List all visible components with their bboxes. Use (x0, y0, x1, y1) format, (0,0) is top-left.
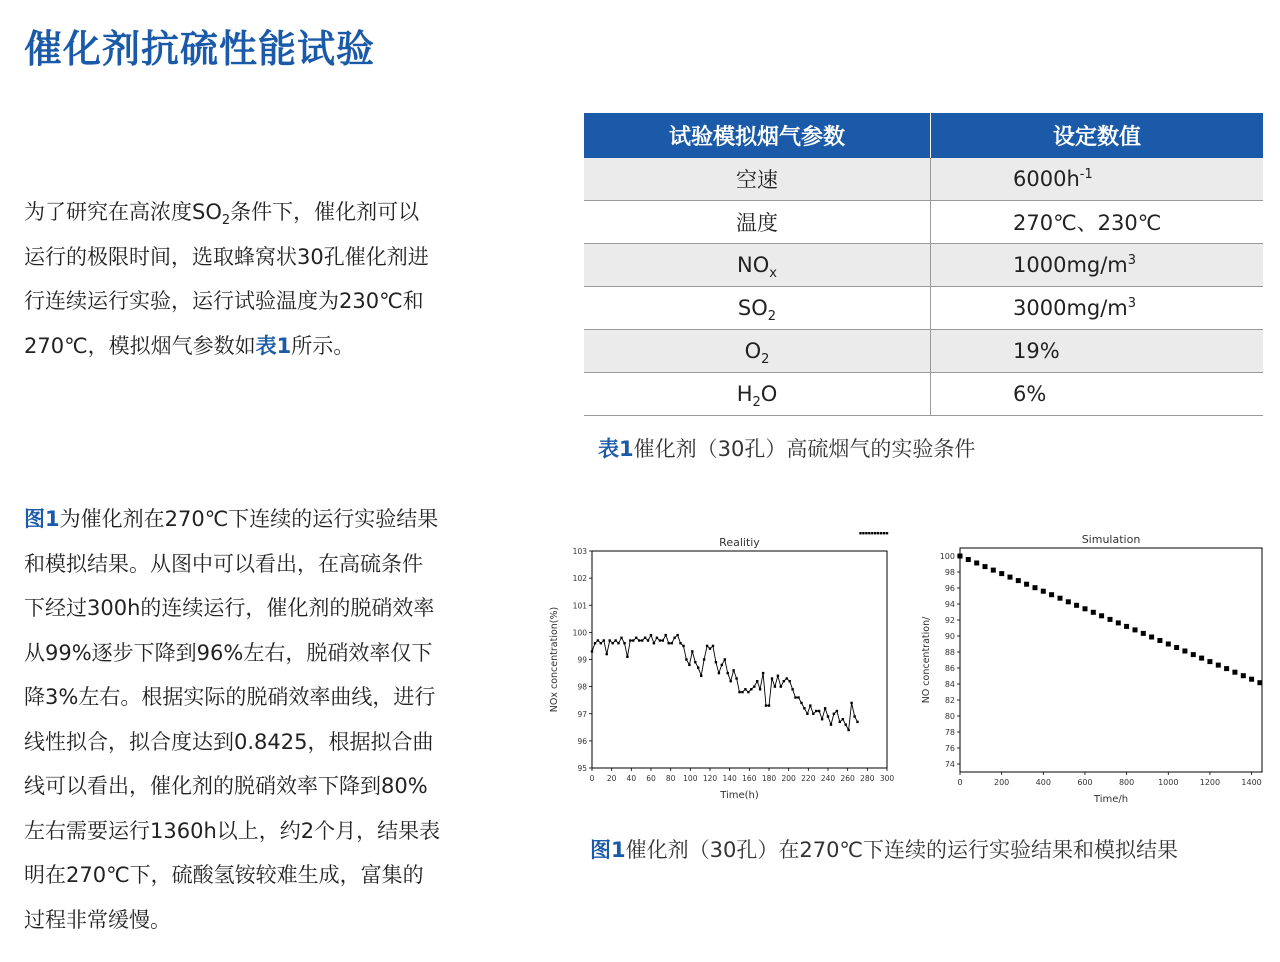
data-point (762, 672, 764, 674)
data-point (688, 664, 690, 666)
data-point (783, 680, 785, 682)
data-point (724, 658, 726, 660)
y-tick-label: 102 (572, 574, 587, 584)
param-value: $3000mg/m^3$ (931, 287, 1264, 330)
data-point (1224, 666, 1229, 671)
data-point (1166, 642, 1171, 647)
intro-line: 270℃，模拟烟气参数如表1所示。 (24, 333, 355, 358)
data-point (617, 642, 619, 644)
data-point (600, 642, 602, 644)
data-point (629, 639, 631, 641)
data-point (697, 666, 699, 668)
data-point (597, 639, 599, 641)
param-name: $H_2O$ (584, 373, 931, 416)
y-tick-label: 101 (572, 601, 587, 611)
data-point (759, 688, 761, 690)
table-header-value: 设定数值 (931, 113, 1264, 158)
data-point (1191, 652, 1196, 657)
data-point (1232, 670, 1237, 675)
result-line: 左右需要运行1360h以上，约2个月，结果表 (24, 818, 441, 843)
y-axis-label: NO concentration/ (921, 616, 932, 704)
data-point (886, 532, 888, 534)
data-point (606, 653, 608, 655)
data-point (706, 645, 708, 647)
data-point (614, 639, 616, 641)
data-point (797, 696, 799, 698)
data-point (862, 532, 864, 534)
x-tick-label: 20 (606, 774, 617, 783)
result-line: 降3%左右。根据实际的脱硝效率曲线，进行 (24, 685, 436, 709)
x-tick-label: 40 (626, 774, 637, 783)
data-point (1216, 663, 1221, 668)
data-point (676, 634, 678, 636)
y-tick-label: 100 (939, 552, 955, 561)
y-tick-label: 88 (944, 648, 955, 657)
chart-title: Simulation (1081, 533, 1141, 546)
data-point (865, 532, 867, 534)
data-point (1083, 606, 1088, 611)
data-point (1058, 596, 1063, 601)
data-point (824, 707, 826, 709)
intro-line: 为了研究在高浓度$SO_2$条件下，催化剂可以 (24, 200, 420, 229)
x-axis-label: Time(h) (720, 790, 759, 801)
data-point (856, 721, 858, 723)
data-point (623, 642, 625, 644)
data-point (709, 647, 711, 649)
data-point (738, 691, 740, 693)
data-point (626, 656, 628, 658)
y-tick-label: 97 (577, 709, 587, 719)
table-row (584, 244, 1263, 287)
data-point (806, 713, 808, 715)
data-point (794, 696, 796, 698)
data-point (836, 710, 838, 712)
y-tick-label: 98 (577, 682, 587, 692)
simulation-chart (915, 528, 1270, 810)
x-tick-label: 300 (879, 774, 895, 783)
data-point (644, 637, 646, 639)
data-point (718, 672, 720, 674)
y-tick-label: 99 (577, 655, 587, 665)
data-point (1033, 585, 1038, 590)
data-point (833, 713, 835, 715)
data-point (641, 639, 643, 641)
y-tick-label: 100 (572, 628, 587, 638)
data-point (741, 691, 743, 693)
data-point (1124, 624, 1129, 629)
x-tick-label: 200 (994, 778, 1010, 787)
data-point (1133, 627, 1138, 632)
data-point (703, 658, 705, 660)
y-tick-label: 86 (944, 664, 955, 673)
y-tick-label: 80 (944, 712, 955, 721)
y-tick-label: 96 (577, 736, 587, 746)
param-value: 6% (931, 373, 1264, 416)
data-point (845, 723, 847, 725)
data-point (1049, 592, 1054, 597)
data-point (727, 672, 729, 674)
result-line: 图1为催化剂在270℃下连续的运行实验结果 (24, 507, 439, 531)
data-point (694, 661, 696, 663)
data-point (685, 658, 687, 660)
data-point (682, 645, 684, 647)
data-point (721, 664, 723, 666)
table-row (584, 373, 1263, 416)
param-name: $NO_x$ (584, 244, 931, 287)
data-point (974, 561, 979, 566)
intro-paragraph (24, 190, 484, 368)
data-point (612, 642, 614, 644)
result-paragraph (24, 497, 484, 942)
param-value: $1000mg/m^3$ (931, 244, 1264, 287)
data-point (991, 568, 996, 573)
y-tick-label: 98 (944, 568, 955, 577)
data-point (765, 704, 767, 706)
data-point (1199, 656, 1204, 661)
data-point (791, 688, 793, 690)
chart-title: Realitiy (719, 536, 760, 549)
data-point (750, 688, 752, 690)
y-tick-label: 90 (944, 632, 955, 641)
x-tick-label: 0 (957, 778, 963, 787)
table-caption: 表1催化剂（30孔）高硫烟气的实验条件 (598, 437, 976, 461)
data-point (842, 718, 844, 720)
data-point (691, 650, 693, 652)
x-tick-label: 60 (646, 774, 656, 783)
param-value: $6000h^{-1}$ (931, 158, 1264, 201)
param-value: 19% (931, 330, 1264, 373)
x-tick-label: 400 (1035, 778, 1051, 787)
y-tick-label: 82 (944, 696, 955, 705)
data-point (747, 691, 749, 693)
y-tick-label: 74 (944, 760, 955, 769)
result-line: 线可以看出，催化剂的脱硝效率下降到80% (24, 774, 428, 798)
result-line: 和模拟结果。从图中可以看出，在高硫条件 (24, 551, 423, 576)
x-tick-label: 240 (820, 774, 836, 783)
data-point (1141, 631, 1146, 636)
data-point (668, 642, 670, 644)
x-tick-label: 260 (840, 774, 855, 783)
data-point (591, 650, 593, 652)
data-point (850, 702, 852, 704)
data-point (1008, 575, 1013, 580)
intro-line: 行连续运行实验，运行试验温度为230℃和 (24, 289, 424, 313)
data-point (730, 680, 732, 682)
param-name: $SO_2$ (584, 287, 931, 330)
x-tick-label: 120 (702, 774, 718, 783)
data-point (812, 713, 814, 715)
data-point (1257, 680, 1262, 685)
data-point (712, 645, 714, 647)
data-point (594, 642, 596, 644)
data-point (958, 554, 963, 559)
y-axis-label: NOx concentration(%) (549, 606, 560, 713)
x-tick-label: 280 (860, 774, 875, 783)
data-series-line (592, 635, 858, 730)
data-point (827, 715, 829, 717)
data-point (653, 642, 655, 644)
data-point (1099, 613, 1104, 618)
param-name: 温度 (584, 201, 931, 244)
data-point (1108, 617, 1113, 622)
data-point (883, 532, 885, 534)
plot-frame (592, 551, 887, 768)
data-point (821, 718, 823, 720)
data-point (853, 715, 855, 717)
data-point (635, 637, 637, 639)
y-tick-label: 76 (944, 744, 955, 753)
data-point (868, 532, 870, 534)
result-line: 下经过300h的连续运行，催化剂的脱硝效率 (24, 596, 435, 620)
table-row (584, 201, 1263, 244)
x-tick-label: 220 (801, 774, 816, 783)
data-point (983, 564, 988, 569)
x-axis-label: Time/h (1093, 794, 1129, 805)
data-point (1249, 677, 1254, 682)
data-point (659, 639, 661, 641)
y-tick-label: 84 (944, 680, 955, 689)
data-point (1041, 589, 1046, 594)
data-point (877, 532, 879, 534)
table-row (584, 287, 1263, 330)
data-point (715, 661, 717, 663)
data-point (756, 680, 758, 682)
intro-line: 运行的极限时间，选取蜂窝状30孔催化剂进 (24, 244, 429, 269)
data-point (665, 634, 667, 636)
reality-chart (545, 532, 895, 810)
data-point (789, 680, 791, 682)
data-point (1174, 645, 1179, 650)
param-value: 270℃、230℃ (931, 201, 1264, 244)
data-point (656, 637, 658, 639)
x-tick-label: 80 (665, 774, 676, 783)
data-point (1116, 620, 1121, 625)
y-tick-label: 95 (577, 764, 587, 773)
data-point (999, 571, 1004, 576)
data-point (671, 642, 673, 644)
data-point (1157, 638, 1162, 643)
x-tick-label: 160 (742, 774, 757, 783)
data-point (632, 639, 634, 641)
data-point (1241, 673, 1246, 678)
table-row (584, 158, 1263, 201)
data-point (839, 721, 841, 723)
data-point (679, 642, 681, 644)
y-tick-label: 78 (944, 728, 955, 737)
data-point (847, 729, 849, 731)
data-point (815, 710, 817, 712)
data-point (800, 702, 802, 704)
y-tick-label: 96 (944, 584, 955, 593)
data-point (744, 688, 746, 690)
data-point (650, 634, 652, 636)
data-point (768, 704, 770, 706)
figure-caption: 图1催化剂（30孔）在270℃下连续的运行实验结果和模拟结果 (590, 838, 1179, 862)
data-point (774, 685, 776, 687)
x-tick-label: 180 (761, 774, 777, 783)
x-tick-label: 1400 (1241, 778, 1262, 787)
x-tick-label: 140 (722, 774, 737, 783)
data-point (732, 669, 734, 671)
data-point (1024, 582, 1029, 587)
caption-figure-ref: 图1 (590, 838, 626, 862)
data-point (620, 637, 622, 639)
plot-frame (960, 548, 1262, 772)
y-tick-label: 103 (572, 547, 587, 556)
data-point (966, 557, 971, 562)
figure-ref-link[interactable]: 图1 (24, 507, 60, 531)
param-name: $O_2$ (584, 330, 931, 373)
data-point (809, 704, 811, 706)
data-point (780, 685, 782, 687)
x-tick-label: 800 (1118, 778, 1135, 787)
data-point (874, 532, 876, 534)
data-point (859, 532, 861, 534)
data-point (771, 677, 773, 679)
data-point (880, 532, 882, 534)
data-point (871, 532, 873, 534)
data-point (1149, 635, 1154, 640)
data-point (1091, 610, 1096, 615)
data-point (830, 723, 832, 725)
data-point (603, 639, 605, 641)
x-tick-label: 200 (781, 774, 796, 783)
x-tick-label: 100 (683, 774, 698, 783)
result-line: 线性拟合，拟合度达到0.8425，根据拟合曲 (24, 729, 434, 754)
data-point (1074, 603, 1079, 608)
data-point (1016, 578, 1021, 583)
data-point (700, 675, 702, 677)
table-header-parameter: 试验模拟烟气参数 (584, 113, 931, 158)
data-point (1066, 599, 1071, 604)
y-tick-label: 94 (944, 600, 955, 609)
data-point (673, 637, 675, 639)
data-point (786, 677, 788, 679)
table-row (584, 330, 1263, 373)
data-point (777, 675, 779, 677)
x-tick-label: 600 (1077, 778, 1093, 787)
data-point (753, 685, 755, 687)
x-tick-label: 1200 (1199, 778, 1221, 787)
x-tick-label: 0 (589, 774, 595, 783)
y-tick-label: 92 (944, 616, 955, 625)
x-tick-label: 1000 (1158, 778, 1179, 787)
data-point (638, 639, 640, 641)
data-point (609, 639, 611, 641)
result-line: 过程非常缓慢。 (24, 907, 171, 932)
table-ref-link[interactable]: 表1 (255, 333, 292, 358)
param-name: 空速 (584, 158, 931, 201)
flue-gas-parameter-table (584, 113, 1263, 416)
data-point (818, 710, 820, 712)
data-point (803, 707, 805, 709)
caption-table-ref: 表1 (598, 437, 634, 461)
data-point (735, 677, 737, 679)
data-point (1182, 649, 1187, 654)
data-point (1207, 659, 1212, 664)
data-point (662, 639, 664, 641)
result-line: 从99%逐步下降到96%左右，脱硝效率仅下 (24, 640, 433, 665)
page-title: 催化剂抗硫性能试验 (24, 27, 376, 71)
data-point (647, 639, 649, 641)
result-line: 明在270℃下，硫酸氢铵较难生成，富集的 (24, 863, 424, 887)
